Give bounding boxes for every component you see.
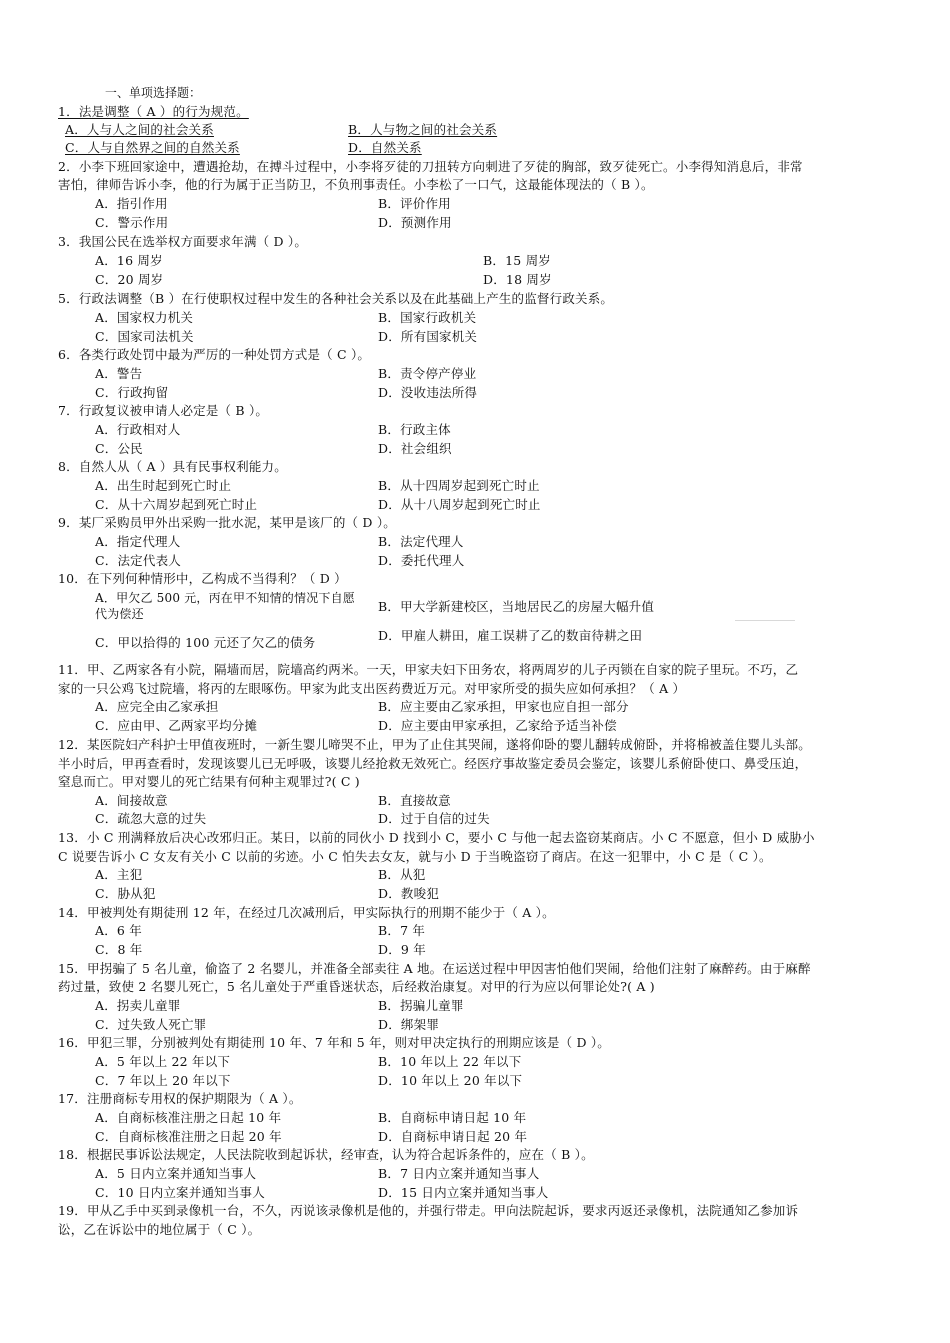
question-14-option-b: B．7 年 xyxy=(378,923,426,938)
question-13-option-c: C．胁从犯 xyxy=(95,886,156,901)
question-1-option-d: D．自然关系 xyxy=(348,140,422,155)
question-16-stem: 16．甲犯三罪，分别被判处有期徒刑 10 年、7 年和 5 年，则对甲决定执行的刑期应该是（ D ）。 xyxy=(58,1035,611,1050)
question-15-option-b: B．拐骗儿童罪 xyxy=(378,998,464,1013)
question-5-option-a: A．国家权力机关 xyxy=(95,310,194,325)
question-10-stem: 10．在下列何种情形中，乙构成不当得利？（ D ） xyxy=(58,571,347,586)
question-7-option-a: A．行政相对人 xyxy=(95,422,181,437)
question-11-option-d: D．应主要由甲家承担，乙家给予适当补偿 xyxy=(378,718,617,733)
question-12-option-b: B．直接故意 xyxy=(378,793,451,808)
question-13-stem-line-1: 13．小 C 刑满释放后决心改邪归正。某日，以前的同伙小 D 找到小 C，要小 C 与他一起去盗窃某商店。小 C 不愿意，但小 D 威胁小 xyxy=(58,830,815,845)
question-16-option-b: B．10 年以上 22 年以下 xyxy=(378,1054,522,1069)
question-2-stem-line-2: 害怕，律师告诉小李，他的行为属于正当防卫，不负刑事责任。小李松了一口气，这最能体现法的（ B ）。 xyxy=(58,177,654,192)
question-11-stem-line-1: 11．甲、乙两家各有小院，隔墙而居，院墙高约两米。一天，甲家夫妇下田务农，将两周岁的儿子丙锁在自家的院子里玩。不巧，乙 xyxy=(58,662,799,677)
question-18-stem: 18．根据民事诉讼法规定，人民法院收到起诉状，经审查，认为符合起诉条件的，应在（ B ）。 xyxy=(58,1147,594,1162)
question-1-option-c: C．人与自然界之间的自然关系 xyxy=(65,140,240,155)
question-15-option-c: C．过失致人死亡罪 xyxy=(95,1017,207,1032)
question-6-option-b: B．责令停产停业 xyxy=(378,366,477,381)
question-1-stem: 1．法是调整（ A ）的行为规范。 xyxy=(58,104,249,119)
question-14-option-c: C．8 年 xyxy=(95,942,143,957)
question-3-stem: 3．我国公民在选举权方面要求年满（ D ）。 xyxy=(58,234,308,249)
question-9-option-c: C．法定代表人 xyxy=(95,553,181,568)
question-9-stem: 9．某厂采购员甲外出采购一批水泥，某甲是该厂的（ D ）。 xyxy=(58,515,396,530)
question-13-stem-line-2: C 说要告诉小 C 女友有关小 C 以前的劣迹。小 C 怕失去女友，就与小 D 于当晚盗窃了商店。在这一犯罪中，小 C 是（ C ）。 xyxy=(58,849,772,864)
question-6-option-a: A．警告 xyxy=(95,366,143,381)
question-12-stem-line-1: 12．某医院妇产科护士甲值夜班时，一新生婴儿啼哭不止，甲为了止住其哭闹，遂将仰卧的婴儿翻转成俯卧，并将棉被盖住婴儿头部。 xyxy=(58,737,811,752)
question-12-stem-line-2: 半小时后，甲再查看时，发现该婴儿已无呼吸，该婴儿经抢救无效死亡。经医疗事故鉴定委员会鉴定，该婴儿系俯卧使口、鼻受压迫， xyxy=(58,756,808,771)
question-10-option-c: C．甲以拾得的 100 元还了欠乙的债务 xyxy=(95,635,316,650)
question-8-option-a: A．出生时起到死亡时止 xyxy=(95,478,232,493)
question-1-option-b: B．人与物之间的社会关系 xyxy=(348,122,498,137)
question-6-stem: 6．各类行政处罚中最为严厉的一种处罚方式是（ C ）。 xyxy=(58,347,371,362)
question-2-option-b: B．评价作用 xyxy=(378,196,451,211)
question-11-stem-line-2: 家的一只公鸡飞过院墙，将丙的左眼啄伤。甲家为此支出医药费近万元。对甲家所受的损失应如何承担？（ A ） xyxy=(58,681,686,696)
question-1-option-a: A．人与人之间的社会关系 xyxy=(65,122,214,137)
question-2-option-d: D．预测作用 xyxy=(378,215,452,230)
question-8-stem: 8．自然人从（ A ）具有民事权利能力。 xyxy=(58,459,287,474)
section-title: 一、单项选择题： xyxy=(105,85,202,100)
question-2-stem-line-1: 2．小李下班回家途中，遭遇抢劫，在搏斗过程中，小李将歹徒的刀扭转方向刺进了歹徒的胸部，致歹徒死亡。小李得知消息后，非常 xyxy=(58,159,803,174)
question-8-option-d: D．从十八周岁起到死亡时止 xyxy=(378,497,541,512)
question-14-option-d: D．9 年 xyxy=(378,942,426,957)
question-9-option-a: A．指定代理人 xyxy=(95,534,181,549)
question-15-option-a: A．拐卖儿童罪 xyxy=(95,998,181,1013)
question-17-option-a: A．自商标核准注册之日起 10 年 xyxy=(95,1110,282,1125)
question-8-option-b: B．从十四周岁起到死亡时止 xyxy=(378,478,540,493)
question-10-option-b: B．甲大学新建校区，当地居民乙的房屋大幅升值 xyxy=(378,599,655,614)
question-18-option-c: C．10 日内立案并通知当事人 xyxy=(95,1185,265,1200)
question-16-option-c: C．7 年以上 20 年以下 xyxy=(95,1073,231,1088)
question-7-stem: 7．行政复议被申请人必定是（ B ）。 xyxy=(58,403,269,418)
question-13-option-b: B．从犯 xyxy=(378,867,426,882)
question-18-option-d: D．15 日内立案并通知当事人 xyxy=(378,1185,549,1200)
question-17-option-d: D．自商标申请日起 20 年 xyxy=(378,1129,528,1144)
question-5-option-d: D．所有国家机关 xyxy=(378,329,478,344)
question-14-stem: 14．甲被判处有期徒刑 12 年，在经过几次减刑后，甲实际执行的刑期不能少于（ A ）。 xyxy=(58,905,555,920)
question-18-option-b: B．7 日内立案并通知当事人 xyxy=(378,1166,540,1181)
question-2-option-c: C．警示作用 xyxy=(95,215,169,230)
question-11-option-c: C．应由甲、乙两家平均分摊 xyxy=(95,718,258,733)
question-9-option-d: D．委托代理人 xyxy=(378,553,465,568)
question-17-stem: 17．注册商标专用权的保护期限为（ A ）。 xyxy=(58,1091,302,1106)
question-6-option-d: D．没收违法所得 xyxy=(378,385,478,400)
question-15-stem-line-1: 15．甲拐骗了 5 名儿童，偷盗了 2 名婴儿，并准备全部卖往 A 地。在运送过程中甲因害怕他们哭闹，给他们注射了麻醉药。由于麻醉 xyxy=(58,961,811,976)
question-9-option-b: B．法定代理人 xyxy=(378,534,464,549)
question-5-stem: 5．行政法调整（B ）在行使职权过程中发生的各种社会关系以及在此基础上产生的监督行政关系。 xyxy=(58,291,614,306)
question-13-option-d: D．教唆犯 xyxy=(378,886,440,901)
scan-artifact xyxy=(735,620,795,621)
question-13-option-a: A．主犯 xyxy=(95,867,143,882)
question-2-option-a: A．指引作用 xyxy=(95,196,168,211)
question-3-option-a: A．16 周岁 xyxy=(95,253,163,268)
question-7-option-b: B．行政主体 xyxy=(378,422,451,437)
question-5-option-c: C．国家司法机关 xyxy=(95,329,194,344)
question-17-option-b: B．自商标申请日起 10 年 xyxy=(378,1110,527,1125)
question-3-option-d: D．18 周岁 xyxy=(483,272,552,287)
question-17-option-c: C．自商标核准注册之日起 20 年 xyxy=(95,1129,282,1144)
question-12-option-d: D．过于自信的过失 xyxy=(378,811,490,826)
question-19-stem-line-2: 讼，乙在诉讼中的地位属于（ C ）。 xyxy=(58,1222,261,1237)
question-10-option-a: A．甲欠乙 500 元，丙在甲不知情的情况下自愿代为偿还 xyxy=(95,591,356,621)
question-19-stem-line-1: 19．甲从乙手中买到录像机一台，不久，丙说该录像机是他的，并强行带走。甲向法院起诉，要求丙返还录像机，法院通知乙参加诉 xyxy=(58,1203,799,1218)
question-11-option-a: A．应完全由乙家承担 xyxy=(95,699,219,714)
question-18-option-a: A．5 日内立案并通知当事人 xyxy=(95,1166,257,1181)
question-12-stem-line-3: 窒息而亡。甲对婴儿的死亡结果有何种主观罪过?( C ) xyxy=(58,774,360,789)
question-16-option-d: D．10 年以上 20 年以下 xyxy=(378,1073,523,1088)
question-15-stem-line-2: 药过量，致使 2 名婴儿死亡，5 名儿童处于严重昏迷状态，后经救治康复。对甲的行为应以何罪论处?( A ) xyxy=(58,979,655,994)
question-5-option-b: B．国家行政机关 xyxy=(378,310,477,325)
question-6-option-c: C．行政拘留 xyxy=(95,385,169,400)
question-12-option-a: A．间接故意 xyxy=(95,793,168,808)
question-3-option-c: C．20 周岁 xyxy=(95,272,164,287)
question-8-option-c: C．从十六周岁起到死亡时止 xyxy=(95,497,258,512)
question-15-option-d: D．绑架罪 xyxy=(378,1017,440,1032)
question-3-option-b: B．15 周岁 xyxy=(483,253,551,268)
question-14-option-a: A．6 年 xyxy=(95,923,142,938)
question-12-option-c: C．疏忽大意的过失 xyxy=(95,811,207,826)
question-11-option-b: B．应主要由乙家承担，甲家也应自担一部分 xyxy=(378,699,629,714)
question-10-option-d: D．甲雇人耕田，雇工误耕了乙的数亩待耕之田 xyxy=(378,628,643,643)
question-7-option-c: C．公民 xyxy=(95,441,143,456)
question-7-option-d: D．社会组织 xyxy=(378,441,452,456)
question-16-option-a: A．5 年以上 22 年以下 xyxy=(95,1054,231,1069)
